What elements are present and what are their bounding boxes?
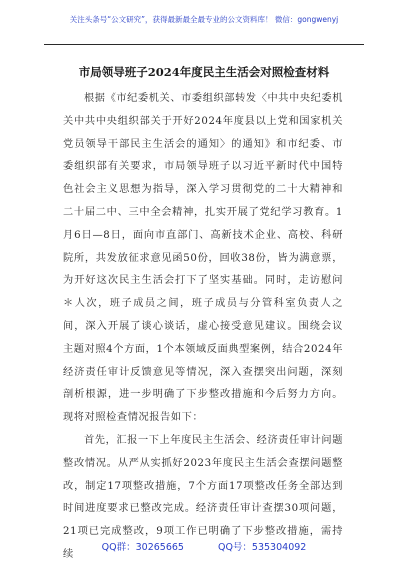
top-promo-note: 关注头条号“公文研究”，获得最新最全最专业的公文资料库！ 微信：gongwenyj <box>69 15 339 24</box>
paragraph-rectification: 首先，汇报一下上年度民主生活会、经济责任审计问题整改情况。从严从实抓好2023年度民主生活会查摆问题整改，制定17项整改措施，7个方面17项整改任务全部达到时间进度要求已整改完成。经济责任审计查摆30项问题，21项已完成整改，9项工作已明确了下步整改措施，需持续 <box>63 434 343 560</box>
qq-number: QQ号：535304092 <box>217 542 307 553</box>
document-body <box>63 88 343 567</box>
footer-contacts <box>0 539 408 553</box>
qq-group: QQ群：30265665 <box>101 542 184 553</box>
paragraph-intro: 根据《市纪委机关、市委组织部转发〈中共中央纪委机关中共中央组织部关于开好2024年度县以上党和国家机关党员领导干部民主生活会的通知〉的通知》和市纪委、市委组织部有关要求，市局领导班子以习近平新时代中国特色社会主义思想为指导，深入学习贯彻党的二十大精神和二十届二中、三中全会精神，扎实开展了党纪学习教育。1月6日—8日，面向市直部门、高新技术企业、高校、科研院所，共发放征求意见函50份，回收38份，皆为满意票，为开好这次民主生活会打下了坚实基础。同时，走访慰问＊人次，班子成员之间，班子成员与分管科室负责人之间，深入开展了谈心谈话，虚心接受意见建议。围绕会议主题对照4个方面，1个本领域反面典型案例，结合2024年经济责任审计反馈意见等情况，深入查摆突出问题，深刻剖析根源，进一步明确了下步整改措施和今后努力方向。现将对照检查情况报告如下： <box>63 93 343 424</box>
document-title: 市局领导班子2024年度民主生活会对照检查材料 <box>78 65 330 79</box>
header-divider <box>44 44 364 45</box>
